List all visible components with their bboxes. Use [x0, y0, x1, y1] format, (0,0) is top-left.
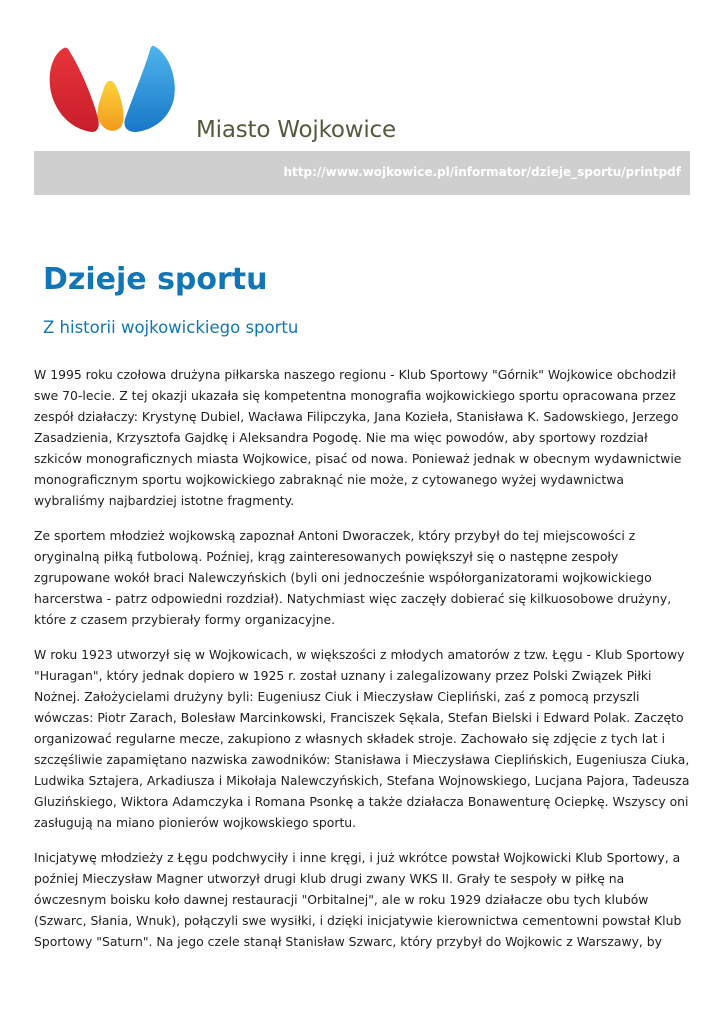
wojkowice-logo-icon: [46, 44, 180, 136]
page-subtitle: Z historii wojkowickiego sportu: [43, 318, 299, 337]
url-bar: [34, 151, 690, 195]
site-name: Miasto Wojkowice: [196, 117, 396, 143]
article-body: [34, 364, 690, 966]
page-url-link[interactable]: http://www.wojkowice.pl/informator/dzieje_sportu/printpdf: [283, 165, 681, 179]
paragraph: Ze sportem młodzież wojkowską zapoznał Antoni Dworaczek, który przybył do tej miejscowości z oryginalną piłką futbolową. Poźniej, krąg zainteresowanych powiększył się o następne zespoły zgrupowane wokół braci Nalewczyńskich (byli oni jednocześnie współorganizatorami wojkowickiego harcerstwa - patrz odpowiedni rozdział). Natychmiast więc zaczęły dobierać się kilkuosobowe drużyny, które z czasem przybierały formy organizacyjne.: [34, 528, 672, 627]
paragraph: W 1995 roku czołowa drużyna piłkarska naszego regionu - Klub Sportowy "Górnik" Wojkowice obchodził swe 70-lecie. Z tej okazji ukazała się kompetentna monografia wojkowickiego sportu opracowana przez zespół działaczy: Krystynę Dubiel, Wacława Filipczyka, Jana Kozieła, Stanisława K. Sadowskiego, Jerzego Zasadzienia, Krzysztofa Gajdkę i Aleksandra Pogodę. Nie ma więc powodów, aby sportowy rozdział szkiców monograficznych miasta Wojkowice, pisać od nowa. Ponieważ jednak w obecnym wydawnictwie monograficznym sportu wojkowickiego zabraknąć nie może, z cytowanego wyżej wydawnictwa wybraliśmy najbardziej istotne fragmenty.: [34, 367, 682, 508]
page-title: Dzieje sportu: [43, 262, 268, 297]
paragraph: Inicjatywę młodzieży z Łęgu podchwyciły i inne kręgi, i już wkrótce powstał Wojkowicki Klub Sportowy, a poźniej Mieczysław Magner utworzył drugi klub drugi zwany WKS II. Grały te sespoły w piłkę na ówczesnym boisku koło dawnej restauracji "Orbitalnej", ale w roku 1929 działacze obu tych klubów (Szwarc, Słania, Wnuk), połączyli swe wysiłki, i dzięki inicjatywie kierownictwa cementowni powstał Klub Sportowy "Saturn". Na jego czele stanął Stanisław Szwarc, który przybył do Wojkowic z Warszawy, by: [34, 850, 682, 949]
paragraph: W roku 1923 utworzył się w Wojkowicach, w większości z młodych amatorów z tzw. Łęgu - Klub Sportowy "Huragan", który jednak dopiero w 1925 r. został uznany i zalegalizowany przez Polski Związek Piłki Nożnej. Założycielami drużyny byli: Eugeniusz Ciuk i Mieczysław Ciepliński, zaś z pomocą przyszli wówczas: Piotr Zarach, Bolesław Marcinkowski, Franciszek Sękala, Stefan Bielski i Edward Polak. Zaczęto organizować regularne mecze, zakupiono z własnych składek stroje. Zachowało się zdjęcie z tych lat i szczęśliwie zapamiętano nazwiska zawodników: Stanisława i Mieczysława Cieplińskich, Eugeniusza Ciuka, Ludwika Sztajera, Arkadiusza i Mikołaja Nalewczyńskich, Stefana Wojnowskiego, Lucjana Pajora, Tadeusza Gluzińskiego, Wiktora Adamczyka i Romana Psonkę a także działacza Bonawenturę Ociepkę. Wszyscy oni zasługują na miano pionierów wojkowskiego sportu.: [34, 647, 690, 830]
